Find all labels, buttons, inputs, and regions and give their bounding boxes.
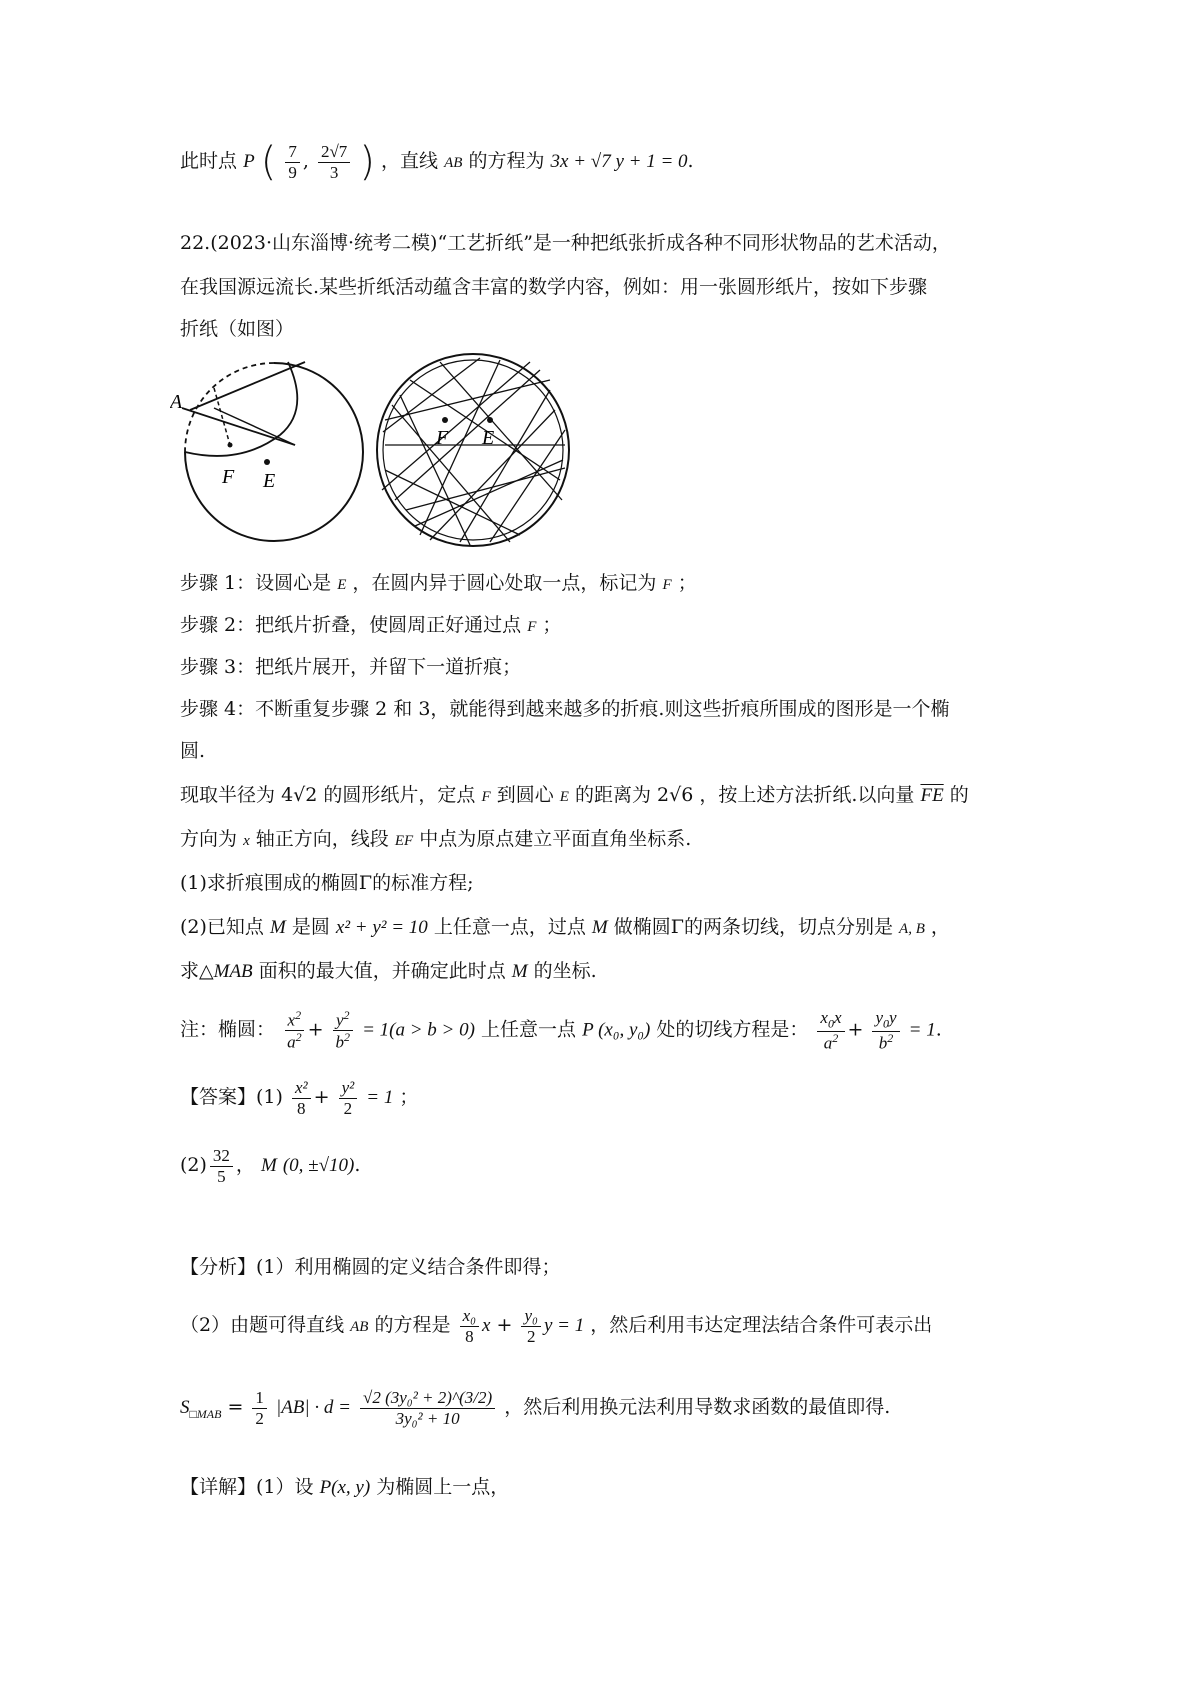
q3-c: 的坐标. (533, 960, 597, 982)
label-e-left: E (263, 470, 276, 492)
frac-den: 2 (255, 1408, 264, 1428)
analysis-l2-b: 的方程是 (374, 1314, 451, 1337)
step2-text-a: 步骤 2：把纸片折叠，使圆周正好通过点 (180, 614, 522, 636)
frac-den: 8 (465, 1326, 474, 1346)
frac-den: 9 (288, 162, 297, 182)
analysis-frac-x0-8 (460, 1306, 479, 1346)
detail-line (180, 1476, 509, 1500)
answer-semi: ； (399, 1086, 419, 1109)
question-3 (180, 960, 597, 984)
analysis-l2-c: ，然后利用韦达定理法结合条件可表示出 (590, 1314, 933, 1337)
analysis-ab: AB (350, 1319, 369, 1336)
label-a: A (170, 391, 183, 413)
note-point: P (x₀, y₀) (582, 1019, 651, 1041)
frac-den: 8 (297, 1098, 306, 1118)
answer-m: M (260, 1155, 277, 1177)
frac-y2-b2: $\frac{y^2}{b^2}$ (333, 1009, 354, 1052)
frac-num: 7 (285, 142, 300, 163)
analysis-l2-a: （2）由题可得直线 (180, 1314, 345, 1337)
step-1 (180, 572, 697, 595)
frac-num: y² (339, 1078, 358, 1099)
circle-equation: x² + y² = 10 (335, 917, 428, 938)
answer-frac-32-5 (210, 1146, 233, 1186)
fraction-2sqrt7-3 (318, 142, 350, 182)
prev-answer-line: 此时点 P ( $\frac{7}{9}$ , $\frac{2√7}{3}$ ) ，直线 AB 的方程为 3x + √7 y + 1 = 0. (180, 139, 694, 186)
answer-tag: 【答案】(1) (180, 1086, 283, 1109)
step-3: 步骤 3：把纸片展开，并留下一道折痕； (180, 656, 522, 678)
close-paren: ) (359, 139, 375, 186)
label-f-right: F (436, 427, 449, 449)
area-sub: □MAB (189, 1406, 222, 1421)
detail-tag: 【详解】(1）设 (180, 1476, 314, 1498)
setup-a6: 的 (949, 784, 969, 806)
note-end: . (935, 1018, 942, 1041)
q2-a: (2)已知点 (180, 916, 264, 938)
step-4a: 步骤 4：不断重复步骤 2 和 3，就能得到越来越多的折痕.则这些折痕所围成的图形是一个椭 (180, 698, 950, 720)
line-ab: AB (444, 155, 463, 172)
frac-num: x₀ (460, 1306, 479, 1327)
note-a: 注：椭圆： (180, 1018, 276, 1041)
question-1: (1)求折痕围成的椭圆Γ的标准方程; (180, 872, 474, 894)
q2-c: 上任意一点，过点 (433, 916, 586, 938)
step-2 (180, 614, 561, 637)
frac-x0x-a2: $\frac{x_0x}{a^2}$ (817, 1008, 844, 1053)
radius-value: 4√2 (281, 784, 318, 806)
answer-line-1: 【答案】(1) $\frac{\text{x²}}{8}$ + $\frac{\text{y²}}{2}$ = 1 ； (180, 1078, 419, 1118)
q3-a: 求△ (180, 960, 214, 982)
setup-b1: 方向为 (180, 828, 238, 850)
analysis-line-2: （2）由题可得直线 AB 的方程是 $\frac{\text{x₀}}{8}$ x + $\frac{\text{y₀}}{2}$ y = 1 ，然后利用韦达定理法结合条件可表示出 (180, 1306, 933, 1346)
area-frac (360, 1388, 495, 1428)
half-frac (252, 1388, 267, 1428)
area-s: S (180, 1397, 190, 1419)
label-e-right: E (482, 427, 495, 449)
q2-b: 是圆 (291, 916, 330, 938)
fraction-7-9 (285, 142, 300, 182)
answer-coord: (0, ±√10) (282, 1155, 355, 1177)
frac-num: 2√7 (318, 142, 350, 163)
setup-a2: 的圆形纸片，定点 (323, 784, 476, 806)
frac-y0y-b2: $\frac{y_0y}{b^2}$ (872, 1008, 899, 1053)
setup-f: F (481, 789, 491, 805)
answer-p2: (2) (180, 1154, 207, 1177)
setup-b3: 中点为原点建立平面直角坐标系. (419, 828, 692, 850)
prev-end: . (687, 150, 694, 173)
step1-text-b: ，在圆内异于圆心处取一点，标记为 (352, 572, 657, 594)
folding-figures (170, 350, 610, 570)
q2-e: ， (930, 916, 950, 938)
note-condition: (a > b > 0) (389, 1019, 475, 1041)
frac-num: y₀ (521, 1306, 540, 1327)
distance-value: 2√6 (657, 784, 694, 806)
note-line: 注：椭圆： $\frac{x^2}{a^2}$ + $\frac{y^2}{b^2}$ = 1(a > b > 0) 上任意一点 P (x₀, y₀) 处的切线方程是： $\frac{x_0x}{a^2}$ + $\frac{y_0y}{b^2}$ = 1. (180, 1007, 942, 1053)
setup-e: E (559, 789, 569, 805)
segment-ef: EF (394, 833, 414, 849)
figure-right (377, 354, 569, 546)
step1-e: E (337, 577, 347, 593)
setup-x: x (243, 833, 250, 849)
step1-text-c: ； (677, 572, 697, 594)
point-p-label: P (243, 151, 255, 173)
line-equation: 3x + √7 y + 1 = 0 (550, 151, 688, 173)
setup-a3: 到圆心 (496, 784, 554, 806)
note-c: 处的切线方程是： (656, 1018, 809, 1041)
note-rhs: = 1 (908, 1019, 936, 1041)
frac-den: 5 (217, 1166, 226, 1186)
vector-fe: $\overline{FE}$ (920, 785, 944, 806)
point-m: M (511, 961, 528, 982)
detail-rest: 为椭圆上一点， (376, 1476, 510, 1498)
problem-line-1: 22.(2023·山东淄博·统考二模)“工艺折纸”是一种把纸张折成各种不同形状物品的艺术活动， (180, 232, 951, 254)
answer-eq1: = 1 (366, 1087, 394, 1109)
label-f-left: F (222, 466, 235, 488)
open-paren: ( (260, 139, 277, 186)
prev-mid: ，直线 (381, 150, 439, 173)
figure-left (170, 362, 363, 541)
frac-den: 3y₀² + 10 (395, 1408, 460, 1428)
points-ab: A, B (899, 921, 925, 937)
setup-a1: 现取半径为 (180, 784, 276, 806)
setup-line-2 (180, 828, 691, 851)
q2-d: 做椭圆Γ的两条切线，切点分别是 (613, 916, 893, 938)
question-2 (180, 916, 950, 940)
frac-x2-a2: $\frac{x^2}{a^2}$ (284, 1009, 305, 1052)
problem-line-3: 折纸（如图） (180, 318, 295, 340)
point-m: M (591, 917, 608, 938)
analysis-frac-y0-2 (521, 1306, 540, 1346)
abs-ab: |AB| · d = (275, 1397, 351, 1419)
frac-num: x² (292, 1078, 311, 1099)
problem-line-2: 在我国源远流长.某些折纸活动蕴含丰富的数学内容，例如：用一张圆形纸片，按如下步骤 (180, 276, 928, 298)
detail-point: P(x, y) (319, 1477, 371, 1498)
answer-comma: ， (235, 1154, 255, 1177)
step2-f: F (527, 619, 537, 635)
frac-num: √2 (3y₀² + 2)^(3/2) (360, 1388, 495, 1409)
answer-frac-x (292, 1078, 311, 1118)
setup-a5: ，按上述方法折纸.以向量 (699, 784, 915, 806)
analysis-l2-eq: y = 1 (543, 1315, 585, 1337)
frac-num: 32 (210, 1146, 233, 1167)
setup-a4: 的距离为 (574, 784, 651, 806)
analysis-line-1: 【分析】(1）利用椭圆的定义结合条件即得； (180, 1256, 561, 1278)
step-4b: 圆. (180, 740, 206, 762)
analysis-l3-c: ，然后利用换元法利用导数求函数的最值即得. (504, 1396, 891, 1419)
frac-den: 2 (526, 1326, 536, 1346)
step1-f: F (662, 577, 672, 593)
answer-line-2 (180, 1146, 360, 1186)
q3-b: 面积的最大值，并确定此时点 (258, 960, 506, 982)
triangle-mab: MAB (213, 961, 253, 982)
frac-num: 1 (252, 1388, 267, 1409)
note-b: 上任意一点 (481, 1018, 577, 1041)
answer-frac-y (339, 1078, 358, 1118)
prev-text-before: 此时点 (180, 150, 238, 173)
answer-dot: . (354, 1154, 361, 1177)
prev-after: 的方程为 (468, 150, 545, 173)
frac-den: 3 (329, 162, 339, 182)
analysis-line-3: $S_{□MAB}$ = $\frac{1}{2}$ |AB| · d = $\frac{\text{√2 (3y₀² + 2)\textasciicircum{}(3/2)}}{\text{3y₀² + 10}}$ ，然后利用换元法利用导数求函数的最值即得. (180, 1388, 891, 1428)
setup-line-1 (180, 784, 969, 808)
step2-text-c: ； (542, 614, 562, 636)
setup-b2: 轴正方向，线段 (255, 828, 389, 850)
frac-den: 2 (343, 1098, 353, 1118)
step1-text-a: 步骤 1：设圆心是 (180, 572, 332, 594)
point-m: M (269, 917, 286, 938)
